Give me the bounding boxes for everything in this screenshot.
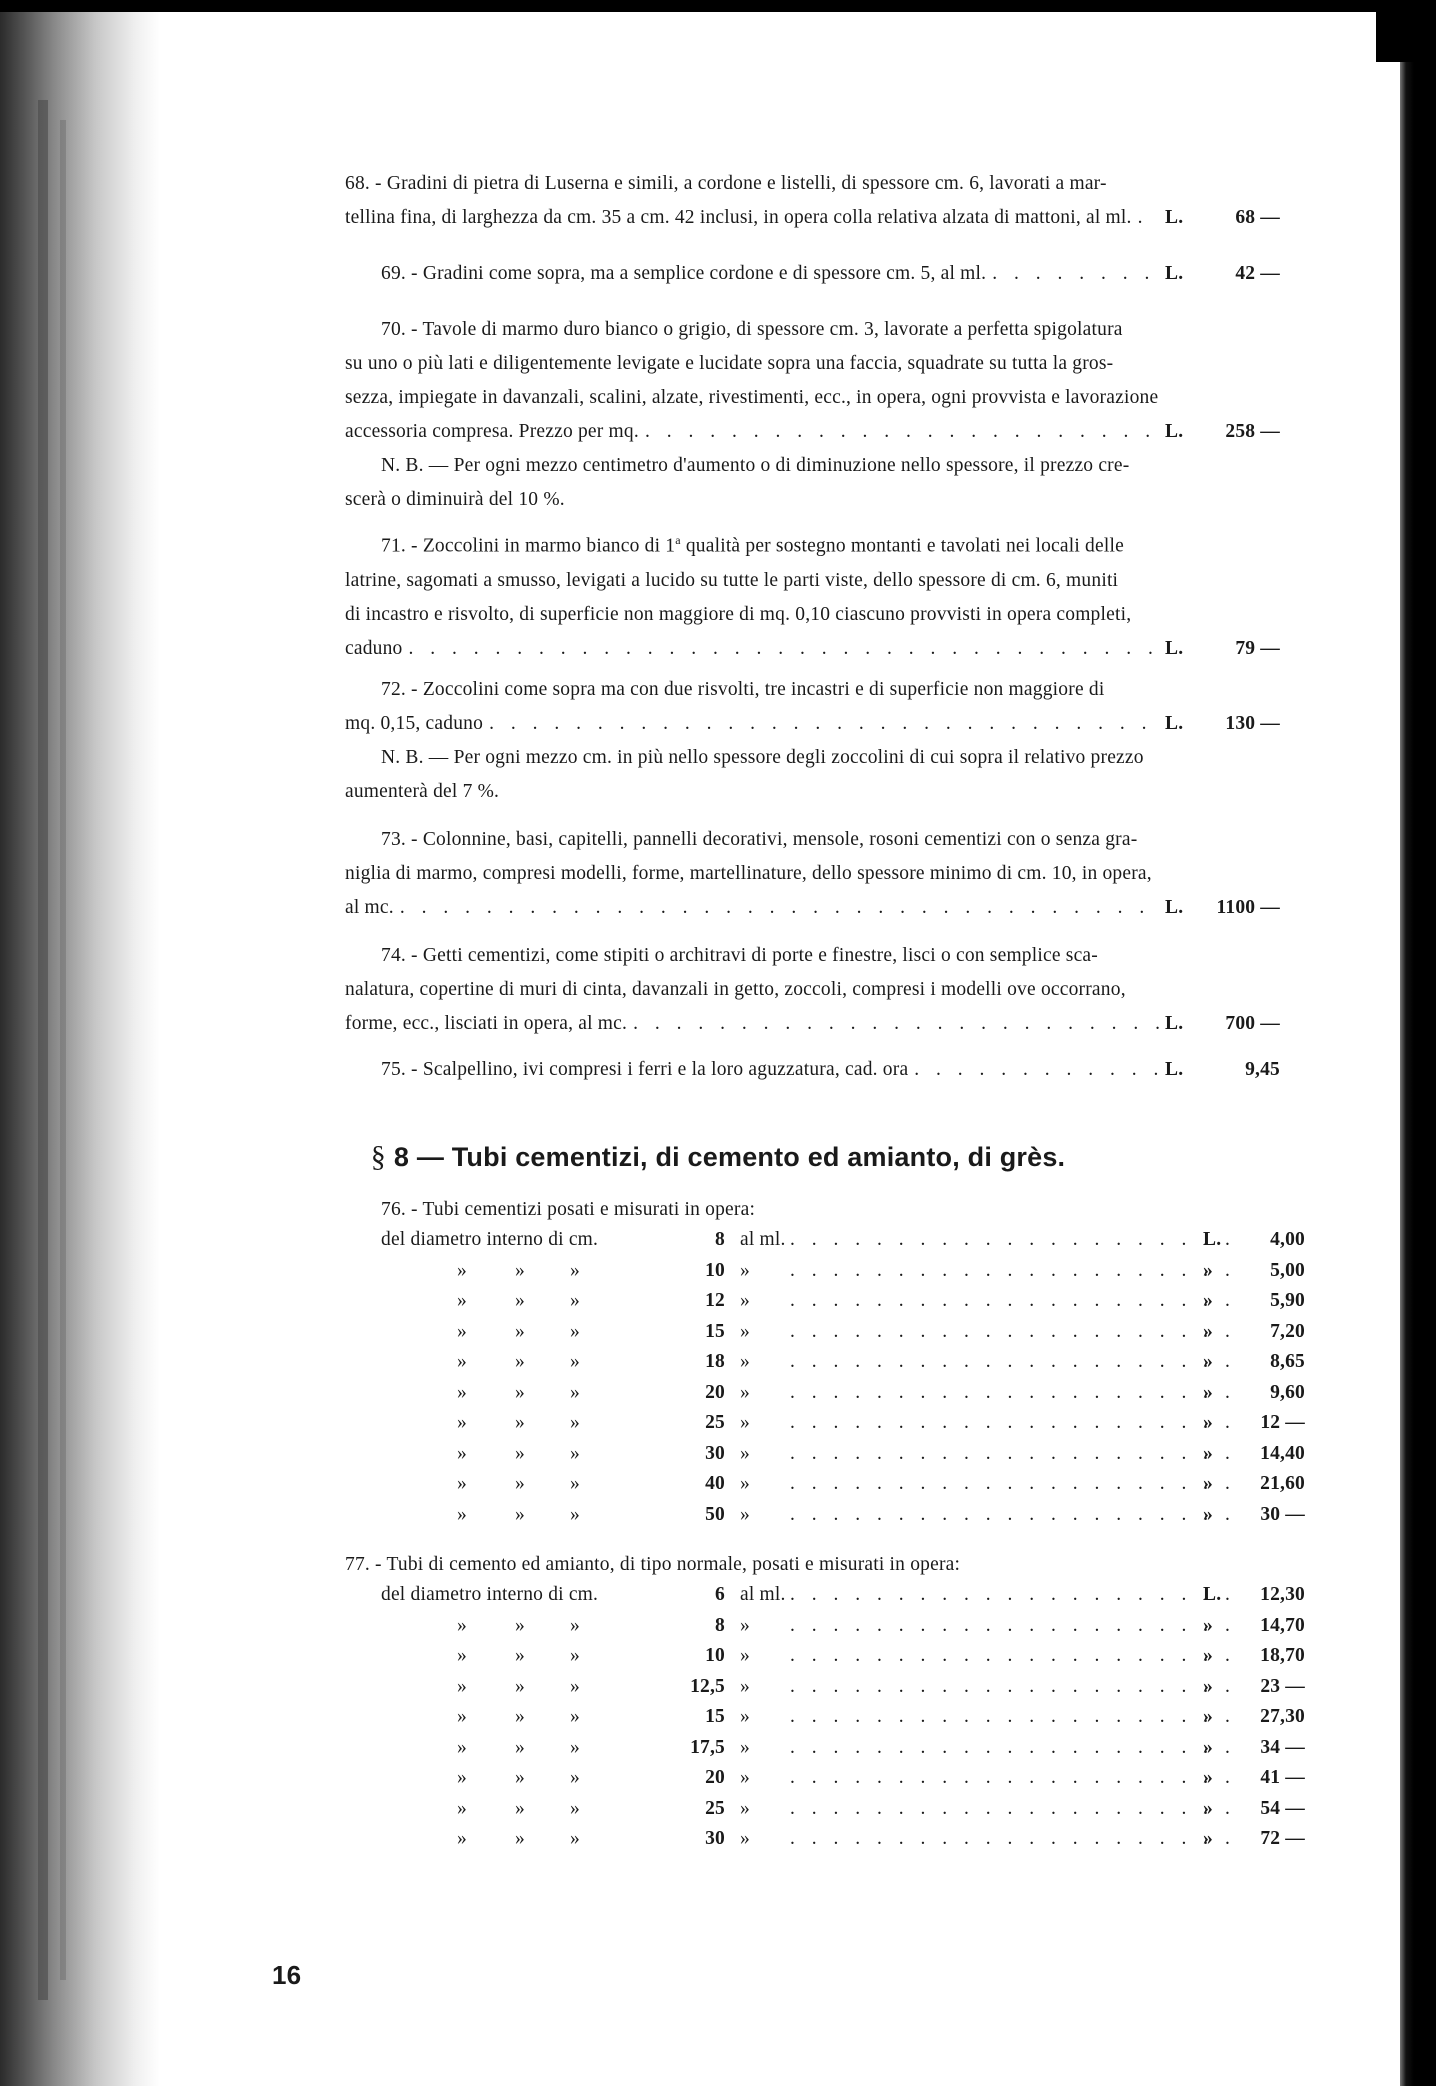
table-row (345, 1763, 1305, 1794)
diameter-value: 25 (705, 1412, 725, 1433)
ditto-mark: » (1203, 1412, 1213, 1433)
ditto-mark: » (570, 1828, 580, 1849)
item-price-line (345, 201, 1280, 235)
item-text: forme, ecc., lisciati in opera, al mc. (345, 1013, 628, 1034)
table-row (345, 1347, 1305, 1378)
ditto-mark: » (457, 1645, 467, 1666)
ditto-mark: » (740, 1614, 750, 1636)
table-heading: 76. - Tubi cementizi posati e misurati in opera: (381, 1199, 756, 1220)
ditto-mark: » (570, 1290, 580, 1311)
table-row (345, 1469, 1305, 1500)
price: 34 — (1260, 1736, 1305, 1758)
item-price-line (345, 257, 1280, 291)
leader-dots (790, 1580, 1230, 1611)
leader-dots (790, 1225, 1230, 1256)
ditto-mark: » (1203, 1473, 1213, 1494)
ditto-mark: » (570, 1503, 580, 1525)
unit-label: al ml. (740, 1584, 786, 1605)
ditto-mark: » (457, 1614, 467, 1636)
ditto-mark: » (740, 1381, 750, 1403)
table-row (345, 1641, 1305, 1672)
leader-dots (790, 1824, 1230, 1855)
diameter-value: 17,5 (690, 1736, 725, 1758)
table-row (345, 1702, 1305, 1733)
item-text: 75. - Scalpellino, ivi compresi i ferri e la loro aguzzatura, cad. ora (381, 1059, 909, 1080)
ditto-mark: » (740, 1320, 750, 1342)
item-74 (345, 939, 1280, 1041)
leader-dots (790, 1469, 1230, 1500)
table-row (345, 1794, 1305, 1825)
table-row (345, 1225, 1305, 1256)
leader-dots (790, 1702, 1230, 1733)
ditto-mark: » (457, 1797, 467, 1819)
price: 14,70 (1260, 1614, 1305, 1636)
price: 12,30 (1260, 1584, 1305, 1605)
price: 4,00 (1270, 1229, 1305, 1250)
leader-dots (790, 1733, 1230, 1764)
price: 27,30 (1260, 1706, 1305, 1727)
item-text: al mc. (345, 897, 394, 918)
item-69 (345, 257, 1280, 291)
currency: L. (1165, 1059, 1184, 1080)
ditto-mark: » (457, 1290, 467, 1311)
ditto-mark: » (457, 1767, 467, 1788)
item-price-line (345, 1007, 1280, 1041)
leader-dots (645, 415, 1159, 449)
price: 41 — (1260, 1767, 1305, 1788)
diameter-value: 20 (705, 1381, 725, 1403)
pipe-table-77 (345, 1550, 1305, 1855)
ditto-mark: » (515, 1290, 525, 1311)
item-text: latrine, sagomati a smusso, levigati a lucido su tutte le parti viste, dello spessore di cm. 6, muniti (345, 569, 1119, 591)
ditto-mark: » (457, 1706, 467, 1727)
ditto-mark: » (570, 1412, 580, 1433)
ditto-mark: » (515, 1503, 525, 1525)
ditto-mark: » (457, 1473, 467, 1494)
leader-dots (992, 257, 1159, 291)
diameter-value: 8 (715, 1229, 725, 1250)
ditto-mark: » (740, 1797, 750, 1819)
item-text: 68. - Gradini di pietra di Luserna e simili, a cordone e listelli, di spessore cm. 6, lavorati a mar- (345, 173, 1107, 194)
ditto-mark: » (1203, 1320, 1213, 1342)
diameter-value: 15 (705, 1320, 725, 1342)
ditto-mark: » (515, 1381, 525, 1403)
note-text: scerà o diminuirà del 10 %. (345, 489, 565, 510)
price: 9,45 (1245, 1059, 1280, 1080)
item-text: nalatura, copertine di muri di cinta, davanzali in getto, zoccoli, compresi i modelli ove occorrano, (345, 979, 1126, 1000)
price: 700 — (1225, 1013, 1280, 1034)
item-text-part: qualità per sostegno montanti e tavolati nei locali delle (680, 535, 1124, 557)
diameter-value: 18 (705, 1351, 725, 1372)
diameter-value: 8 (715, 1614, 725, 1636)
ditto-mark: » (740, 1290, 750, 1311)
ditto-mark: » (515, 1706, 525, 1727)
item-text: 69. - Gradini come sopra, ma a semplice cordone e di spessore cm. 5, al ml. (381, 263, 987, 284)
unit-label: al ml. (740, 1229, 786, 1250)
table-row (345, 1408, 1305, 1439)
ditto-mark: » (457, 1442, 467, 1464)
diameter-value: 10 (705, 1645, 725, 1666)
ditto-mark: » (515, 1767, 525, 1788)
item-text: di incastro e risvolto, di superficie non maggiore di mq. 0,10 ciascuno provvisti in opera completi, (345, 603, 1132, 625)
price: 72 — (1260, 1828, 1305, 1849)
ditto-mark: » (570, 1320, 580, 1342)
ditto-mark: » (740, 1645, 750, 1666)
ditto-mark: » (1203, 1381, 1213, 1403)
ditto-mark: » (1203, 1828, 1213, 1849)
note-text: N. B. — Per ogni mezzo centimetro d'aumento o di diminuzione nello spessore, il prezzo cre- (381, 455, 1130, 476)
leader-dots (790, 1641, 1230, 1672)
item-text: caduno (345, 637, 403, 659)
ditto-mark: » (740, 1767, 750, 1788)
ditto-mark: » (570, 1797, 580, 1819)
ditto-mark: » (1203, 1442, 1213, 1464)
currency: L. (1165, 713, 1184, 734)
diameter-value: 40 (705, 1473, 725, 1494)
item-71 (345, 523, 1280, 666)
item-75 (345, 1053, 1280, 1087)
ditto-mark: » (457, 1412, 467, 1433)
price: 1100 — (1216, 897, 1280, 918)
price: 42 — (1235, 263, 1280, 284)
ditto-mark: » (740, 1828, 750, 1849)
price: 9,60 (1270, 1381, 1305, 1403)
diameter-value: 30 (705, 1828, 725, 1849)
price: 8,65 (1270, 1351, 1305, 1372)
ditto-mark: » (515, 1645, 525, 1666)
ditto-mark: » (457, 1828, 467, 1849)
table-body (345, 1580, 1305, 1855)
ditto-mark: » (515, 1675, 525, 1697)
ditto-mark: » (740, 1351, 750, 1372)
leader-dots (790, 1317, 1230, 1348)
item-70 (345, 313, 1280, 517)
price: 5,90 (1270, 1290, 1305, 1311)
ditto-mark: » (570, 1473, 580, 1494)
item-text-part: 71. - Zoccolini in marmo bianco di 1 (381, 535, 676, 557)
ditto-mark: » (570, 1351, 580, 1372)
ditto-mark: » (570, 1442, 580, 1464)
ditto-mark: » (740, 1503, 750, 1525)
leader-dots (489, 707, 1159, 741)
price: 21,60 (1260, 1473, 1305, 1494)
ditto-mark: » (457, 1381, 467, 1403)
ditto-mark: » (740, 1473, 750, 1494)
leader-dots (633, 1007, 1159, 1041)
table-row (345, 1256, 1305, 1287)
ditto-mark: » (515, 1412, 525, 1433)
ditto-mark: » (515, 1259, 525, 1281)
item-text: accessoria compresa. Prezzo per mq. (345, 421, 639, 442)
diameter-value: 50 (705, 1503, 725, 1525)
leader-dots (400, 891, 1159, 925)
diameter-value: 12,5 (690, 1675, 725, 1697)
ditto-mark: » (457, 1736, 467, 1758)
ditto-mark: » (515, 1442, 525, 1464)
diameter-value: 6 (715, 1584, 725, 1605)
item-72 (345, 673, 1280, 809)
ditto-mark: » (515, 1473, 525, 1494)
leader-dots (790, 1500, 1230, 1531)
item-text: 74. - Getti cementizi, come stipiti o architravi di porte e finestre, lisci o con semplice sca- (381, 945, 1098, 966)
leader-dots (790, 1672, 1230, 1703)
price: 68 — (1235, 207, 1280, 228)
ditto-mark: » (740, 1442, 750, 1464)
leader-dots (790, 1439, 1230, 1470)
currency: L. (1165, 421, 1184, 442)
table-row (345, 1824, 1305, 1855)
ditto-mark: » (515, 1351, 525, 1372)
table-row (345, 1580, 1305, 1611)
diameter-value: 25 (705, 1797, 725, 1819)
table-row (345, 1672, 1305, 1703)
ditto-mark: » (457, 1503, 467, 1525)
currency: L. (1165, 263, 1184, 284)
price: 18,70 (1260, 1645, 1305, 1666)
ditto-mark: » (1203, 1675, 1213, 1697)
leader-dots (409, 632, 1159, 666)
item-text: tellina fina, di larghezza da cm. 35 a cm. 42 inclusi, in opera colla relativa alzata di mattoni, al ml. (345, 207, 1132, 228)
table-row (345, 1439, 1305, 1470)
ditto-mark: » (515, 1614, 525, 1636)
ditto-mark: » (515, 1828, 525, 1849)
ditto-mark: » (1203, 1614, 1213, 1636)
table-row (345, 1500, 1305, 1531)
ditto-mark: » (740, 1736, 750, 1758)
diameter-label: del diametro interno di cm. (381, 1229, 599, 1250)
diameter-value: 30 (705, 1442, 725, 1464)
ditto-mark: » (1203, 1645, 1213, 1666)
diameter-value: 12 (705, 1290, 725, 1311)
ditto-mark: » (1203, 1767, 1213, 1788)
section-symbol: § (370, 1140, 386, 1173)
diameter-value: 15 (705, 1706, 725, 1727)
ditto-mark: » (570, 1645, 580, 1666)
table-heading: 77. - Tubi di cemento ed amianto, di tipo normale, posati e misurati in opera: (345, 1554, 961, 1575)
price: 130 — (1225, 713, 1280, 734)
leader-dots (790, 1763, 1230, 1794)
item-text: 72. - Zoccolini come sopra ma con due risvolti, tre incastri e di superficie non maggiore di (381, 679, 1105, 700)
ditto-mark: » (1203, 1259, 1213, 1281)
item-price-line (345, 415, 1280, 449)
ditto-mark: » (570, 1614, 580, 1636)
note-text: N. B. — Per ogni mezzo cm. in più nello spessore degli zoccolini di cui sopra il relativo prezzo (381, 747, 1144, 768)
ditto-mark: » (457, 1259, 467, 1281)
item-text: 73. - Colonnine, basi, capitelli, pannelli decorativi, mensole, rosoni cementizi con o senza gra- (381, 829, 1138, 850)
price: 14,40 (1260, 1442, 1305, 1464)
item-text: sezza, impiegate in davanzali, scalini, alzate, rivestimenti, ecc., in opera, ogni provvista e lavorazione (345, 387, 1159, 408)
price: 12 — (1260, 1412, 1305, 1433)
ditto-mark: » (457, 1675, 467, 1697)
table-row (345, 1733, 1305, 1764)
item-text: niglia di marmo, compresi modelli, forme, martellinature, dello spessore minimo di cm. 10, in opera, (345, 863, 1152, 884)
ditto-mark: » (740, 1259, 750, 1281)
currency: L. (1165, 207, 1184, 228)
page-number: 16 (272, 1960, 302, 1990)
ditto-mark: » (1203, 1736, 1213, 1758)
diameter-label: del diametro interno di cm. (381, 1584, 599, 1605)
ditto-mark: » (570, 1767, 580, 1788)
item-text: su uno o più lati e diligentemente levigate e lucidate sopra una faccia, squadrate su tutta la gros- (345, 353, 1114, 374)
leader-dots (790, 1378, 1230, 1409)
ditto-mark: » (740, 1706, 750, 1727)
item-price-line (345, 891, 1280, 925)
leader-dots (914, 1053, 1159, 1087)
leader-dots (790, 1347, 1230, 1378)
price: 23 — (1260, 1675, 1305, 1697)
table-row (345, 1317, 1305, 1348)
price: 79 — (1235, 637, 1280, 659)
ditto-mark: » (515, 1320, 525, 1342)
ditto-mark: » (740, 1412, 750, 1433)
ditto-mark: » (1203, 1797, 1213, 1819)
item-price-line (345, 707, 1280, 741)
ditto-mark: » (1203, 1503, 1213, 1525)
leader-dots (790, 1256, 1230, 1287)
ditto-mark: » (570, 1706, 580, 1727)
ditto-mark: » (570, 1675, 580, 1697)
price: 54 — (1260, 1797, 1305, 1819)
currency: L. (1165, 897, 1184, 918)
price: 258 — (1225, 421, 1280, 442)
ditto-mark: » (1203, 1351, 1213, 1372)
pipe-table-76 (345, 1195, 1305, 1530)
table-row (345, 1286, 1305, 1317)
table-row (345, 1378, 1305, 1409)
currency: L. (1165, 1013, 1184, 1034)
item-73 (345, 823, 1280, 925)
leader-dots (1138, 201, 1159, 235)
currency: L. (1165, 637, 1184, 659)
currency: L. (1203, 1229, 1222, 1250)
leader-dots (790, 1408, 1230, 1439)
item-price-line (345, 1053, 1280, 1087)
ditto-mark: » (1203, 1706, 1213, 1727)
price: 30 — (1260, 1503, 1305, 1525)
ditto-mark: » (1203, 1290, 1213, 1311)
leader-dots (790, 1794, 1230, 1825)
diameter-value: 20 (705, 1767, 725, 1788)
ditto-mark: » (457, 1320, 467, 1342)
item-text: 70. - Tavole di marmo duro bianco o grigio, di spessore cm. 3, lavorate a perfetta spigolatura (381, 319, 1123, 340)
leader-dots (790, 1286, 1230, 1317)
table-row (345, 1611, 1305, 1642)
section-heading (0, 1140, 1436, 1174)
ditto-mark: » (515, 1797, 525, 1819)
superscript: a (675, 533, 681, 547)
ditto-mark: » (740, 1675, 750, 1697)
ditto-mark: » (570, 1259, 580, 1281)
currency: L. (1203, 1584, 1222, 1605)
ditto-mark: » (515, 1736, 525, 1758)
price: 7,20 (1270, 1320, 1305, 1342)
leader-dots (790, 1611, 1230, 1642)
item-text (345, 523, 1280, 564)
price: 5,00 (1270, 1259, 1305, 1281)
item-text: mq. 0,15, caduno (345, 713, 484, 734)
ditto-mark: » (570, 1381, 580, 1403)
diameter-value: 10 (705, 1259, 725, 1281)
item-price-line (345, 632, 1280, 666)
ditto-mark: » (570, 1736, 580, 1758)
ditto-mark: » (457, 1351, 467, 1372)
section-title-text: 8 — Tubi cementizi, di cemento ed amianto, di grès. (393, 1142, 1066, 1172)
table-body (345, 1225, 1305, 1530)
note-text: aumenterà del 7 %. (345, 781, 500, 802)
item-68 (345, 167, 1280, 235)
